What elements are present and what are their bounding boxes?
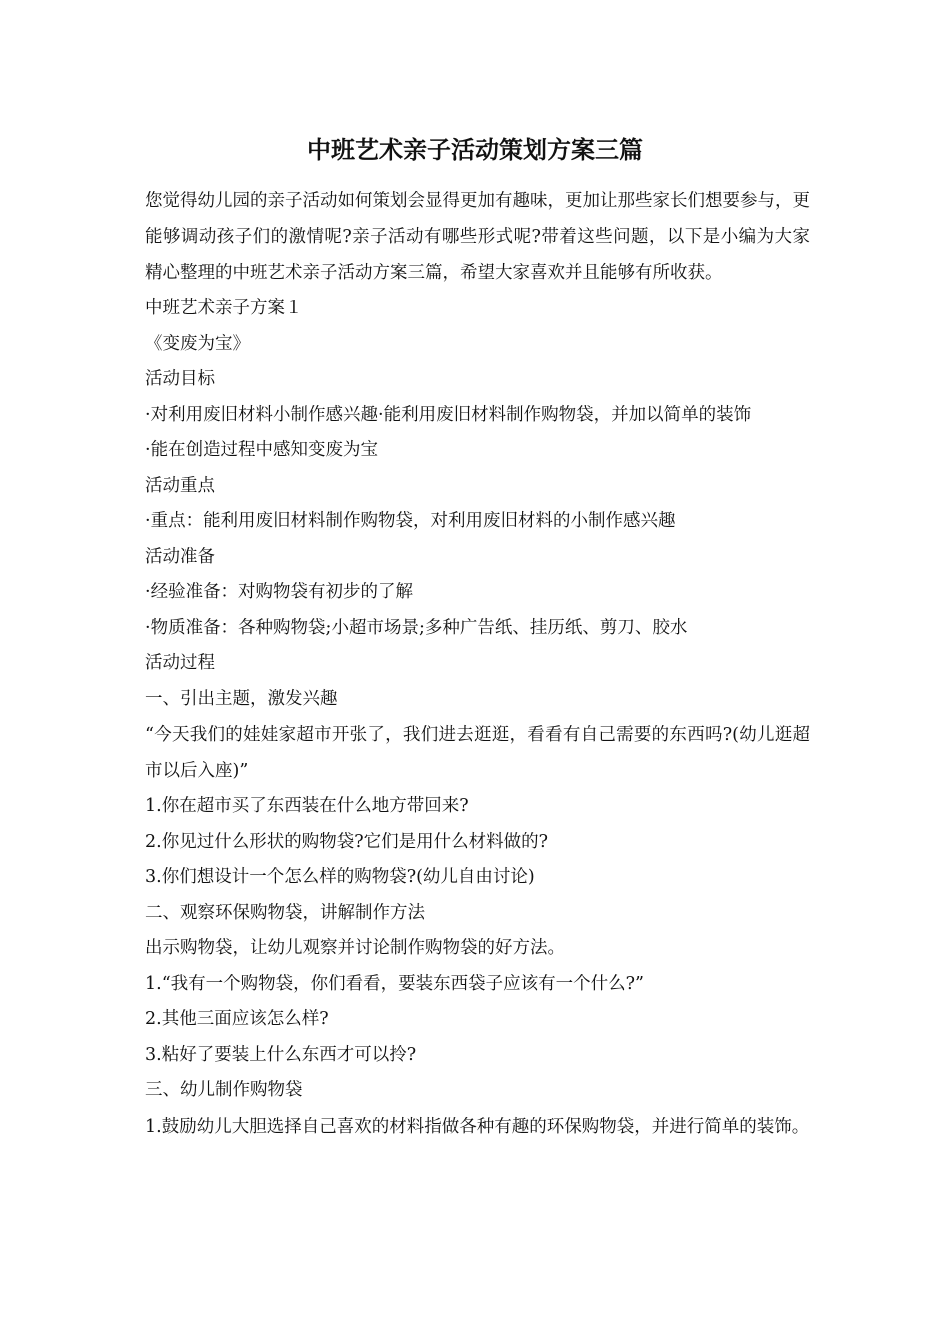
list-item: ·对利用废旧材料小制作感兴趣·能利用废旧材料制作购物袋，并加以简单的装饰 [145,404,752,425]
list-item: 3.你们想设计一个怎么样的购物袋?(幼儿自由讨论) [145,867,535,887]
subsection-heading: 三、幼儿制作购物袋 [145,1080,303,1100]
activity-name: 《变废为宝》 [145,333,250,354]
quote-paragraph: “今天我们的娃娃家超市开张了，我们进去逛逛，看看有自己需要的东西吗?(幼儿逛超市以后入座)” [145,725,810,781]
list-item: 3.粘好了要装上什么东西才可以拎? [145,1044,417,1065]
subsection-heading: 二、观察环保购物袋，讲解制作方法 [145,902,425,923]
list-item: ·能在创造过程中感知变废为宝 [145,440,379,460]
section-heading: 活动准备 [145,546,215,567]
list-item: ·经验准备：对购物袋有初步的了解 [145,582,414,602]
list-item: 2.其他三面应该怎么样? [145,1009,329,1029]
list-item: 2.你见过什么形状的购物袋?它们是用什么材料做的? [145,831,548,852]
section-heading: 活动目标 [145,369,215,389]
document-title: 中班艺术亲子活动策划方案三篇 [307,135,643,164]
list-item: 1.你在超市买了东西装在什么地方带回来? [145,796,469,816]
section-heading: 活动过程 [145,653,215,673]
section-heading: 中班艺术亲子方案１ [145,298,303,318]
document-body [145,183,810,1145]
subsection-heading: 一、引出主题，激发兴趣 [145,688,338,709]
list-item: ·重点：能利用废旧材料制作购物袋，对利用废旧材料的小制作感兴趣 [145,511,676,531]
list-item: ·物质准备：各种购物袋;小超市场景;多种广告纸、挂历纸、剪刀、胶水 [145,617,688,638]
paragraph-line: 出示购物袋，让幼儿观察并讨论制作购物袋的好方法。 [145,938,565,958]
last-paragraph: 1.鼓励幼儿大胆选择自己喜欢的材料指做各种有趣的环保购物袋，并进行简单的装饰。 [145,1116,810,1137]
intro-paragraph: 您觉得幼儿园的亲子活动如何策划会显得更加有趣味，更加让那些家长们想要参与，更能够调动孩子们的激情呢?亲子活动有哪些形式呢?带着这些问题，以下是小编为大家精心整理的中班艺术亲子活动方案三篇，希望大家喜欢并且能够有所收获。 [145,191,810,283]
list-item: 1.“我有一个购物袋，你们看看，要装东西袋子应该有一个什么?” [145,973,644,994]
section-heading: 活动重点 [145,475,215,496]
